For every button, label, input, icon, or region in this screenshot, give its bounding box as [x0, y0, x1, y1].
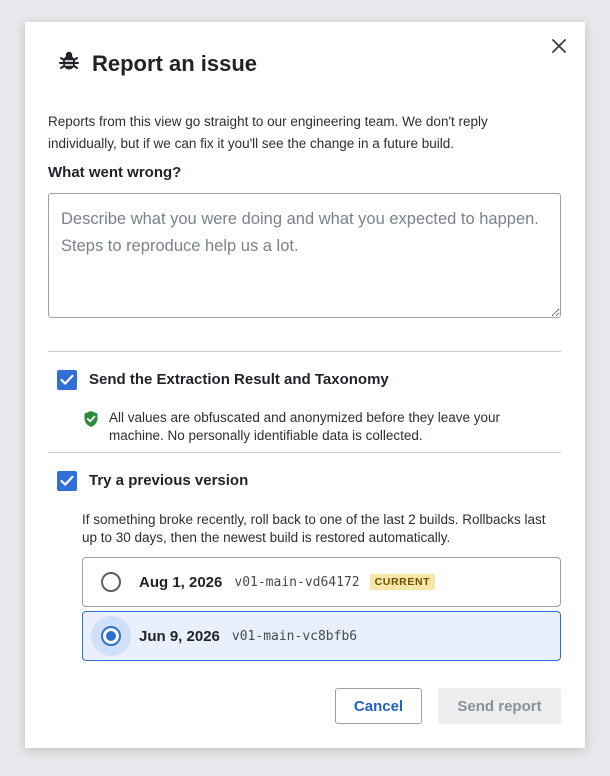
version-build-id: v01-main-vc8bfb6 [231, 628, 358, 644]
radio-button[interactable] [101, 572, 121, 592]
intro-text: Reports from this view go straight to our engineering team. We don't reply individually, but if we can fix it you'll see the change in a future build. [48, 114, 488, 151]
rollback-description: If something broke recently, roll back to one of the last 2 builds. Rollbacks last up to 30 days, then the newest build is restored automatically. [82, 512, 546, 545]
current-badge: CURRENT [370, 574, 436, 590]
report-issue-dialog [25, 22, 585, 748]
bug-icon [58, 50, 80, 77]
description-textarea[interactable] [48, 193, 561, 318]
close-icon[interactable] [549, 36, 569, 56]
rollback-checkbox[interactable] [57, 471, 77, 491]
cancel-button[interactable]: Cancel [335, 688, 422, 724]
dialog-header [58, 50, 257, 77]
checkmark-icon [60, 475, 74, 487]
radio-wrap [83, 572, 139, 592]
question-label: What went wrong? [48, 164, 182, 181]
version-build-id: v01-main-vd64172 [234, 574, 360, 590]
version-date: Aug 1, 2026 [139, 573, 223, 591]
version-option[interactable] [82, 557, 561, 607]
extraction-checkbox[interactable] [57, 370, 77, 390]
version-date: Jun 9, 2026 [139, 627, 220, 645]
rollback-label[interactable]: Try a previous version [89, 472, 249, 489]
shield-check-icon [83, 410, 99, 433]
divider [48, 452, 561, 453]
dialog-title: Report an issue [92, 50, 258, 76]
extraction-label[interactable]: Send the Extraction Result and Taxonomy [89, 371, 389, 388]
privacy-note: All values are obfuscated and anonymized before they leave your machine. No personally identifiable data is collected. [109, 410, 500, 443]
radio-wrap [83, 616, 139, 656]
version-option-selected[interactable] [82, 611, 561, 661]
checkmark-icon [60, 374, 74, 386]
radio-button[interactable] [101, 626, 121, 646]
send-report-button[interactable]: Send report [438, 688, 561, 724]
divider [48, 351, 561, 352]
radio-focus-halo [91, 616, 131, 656]
